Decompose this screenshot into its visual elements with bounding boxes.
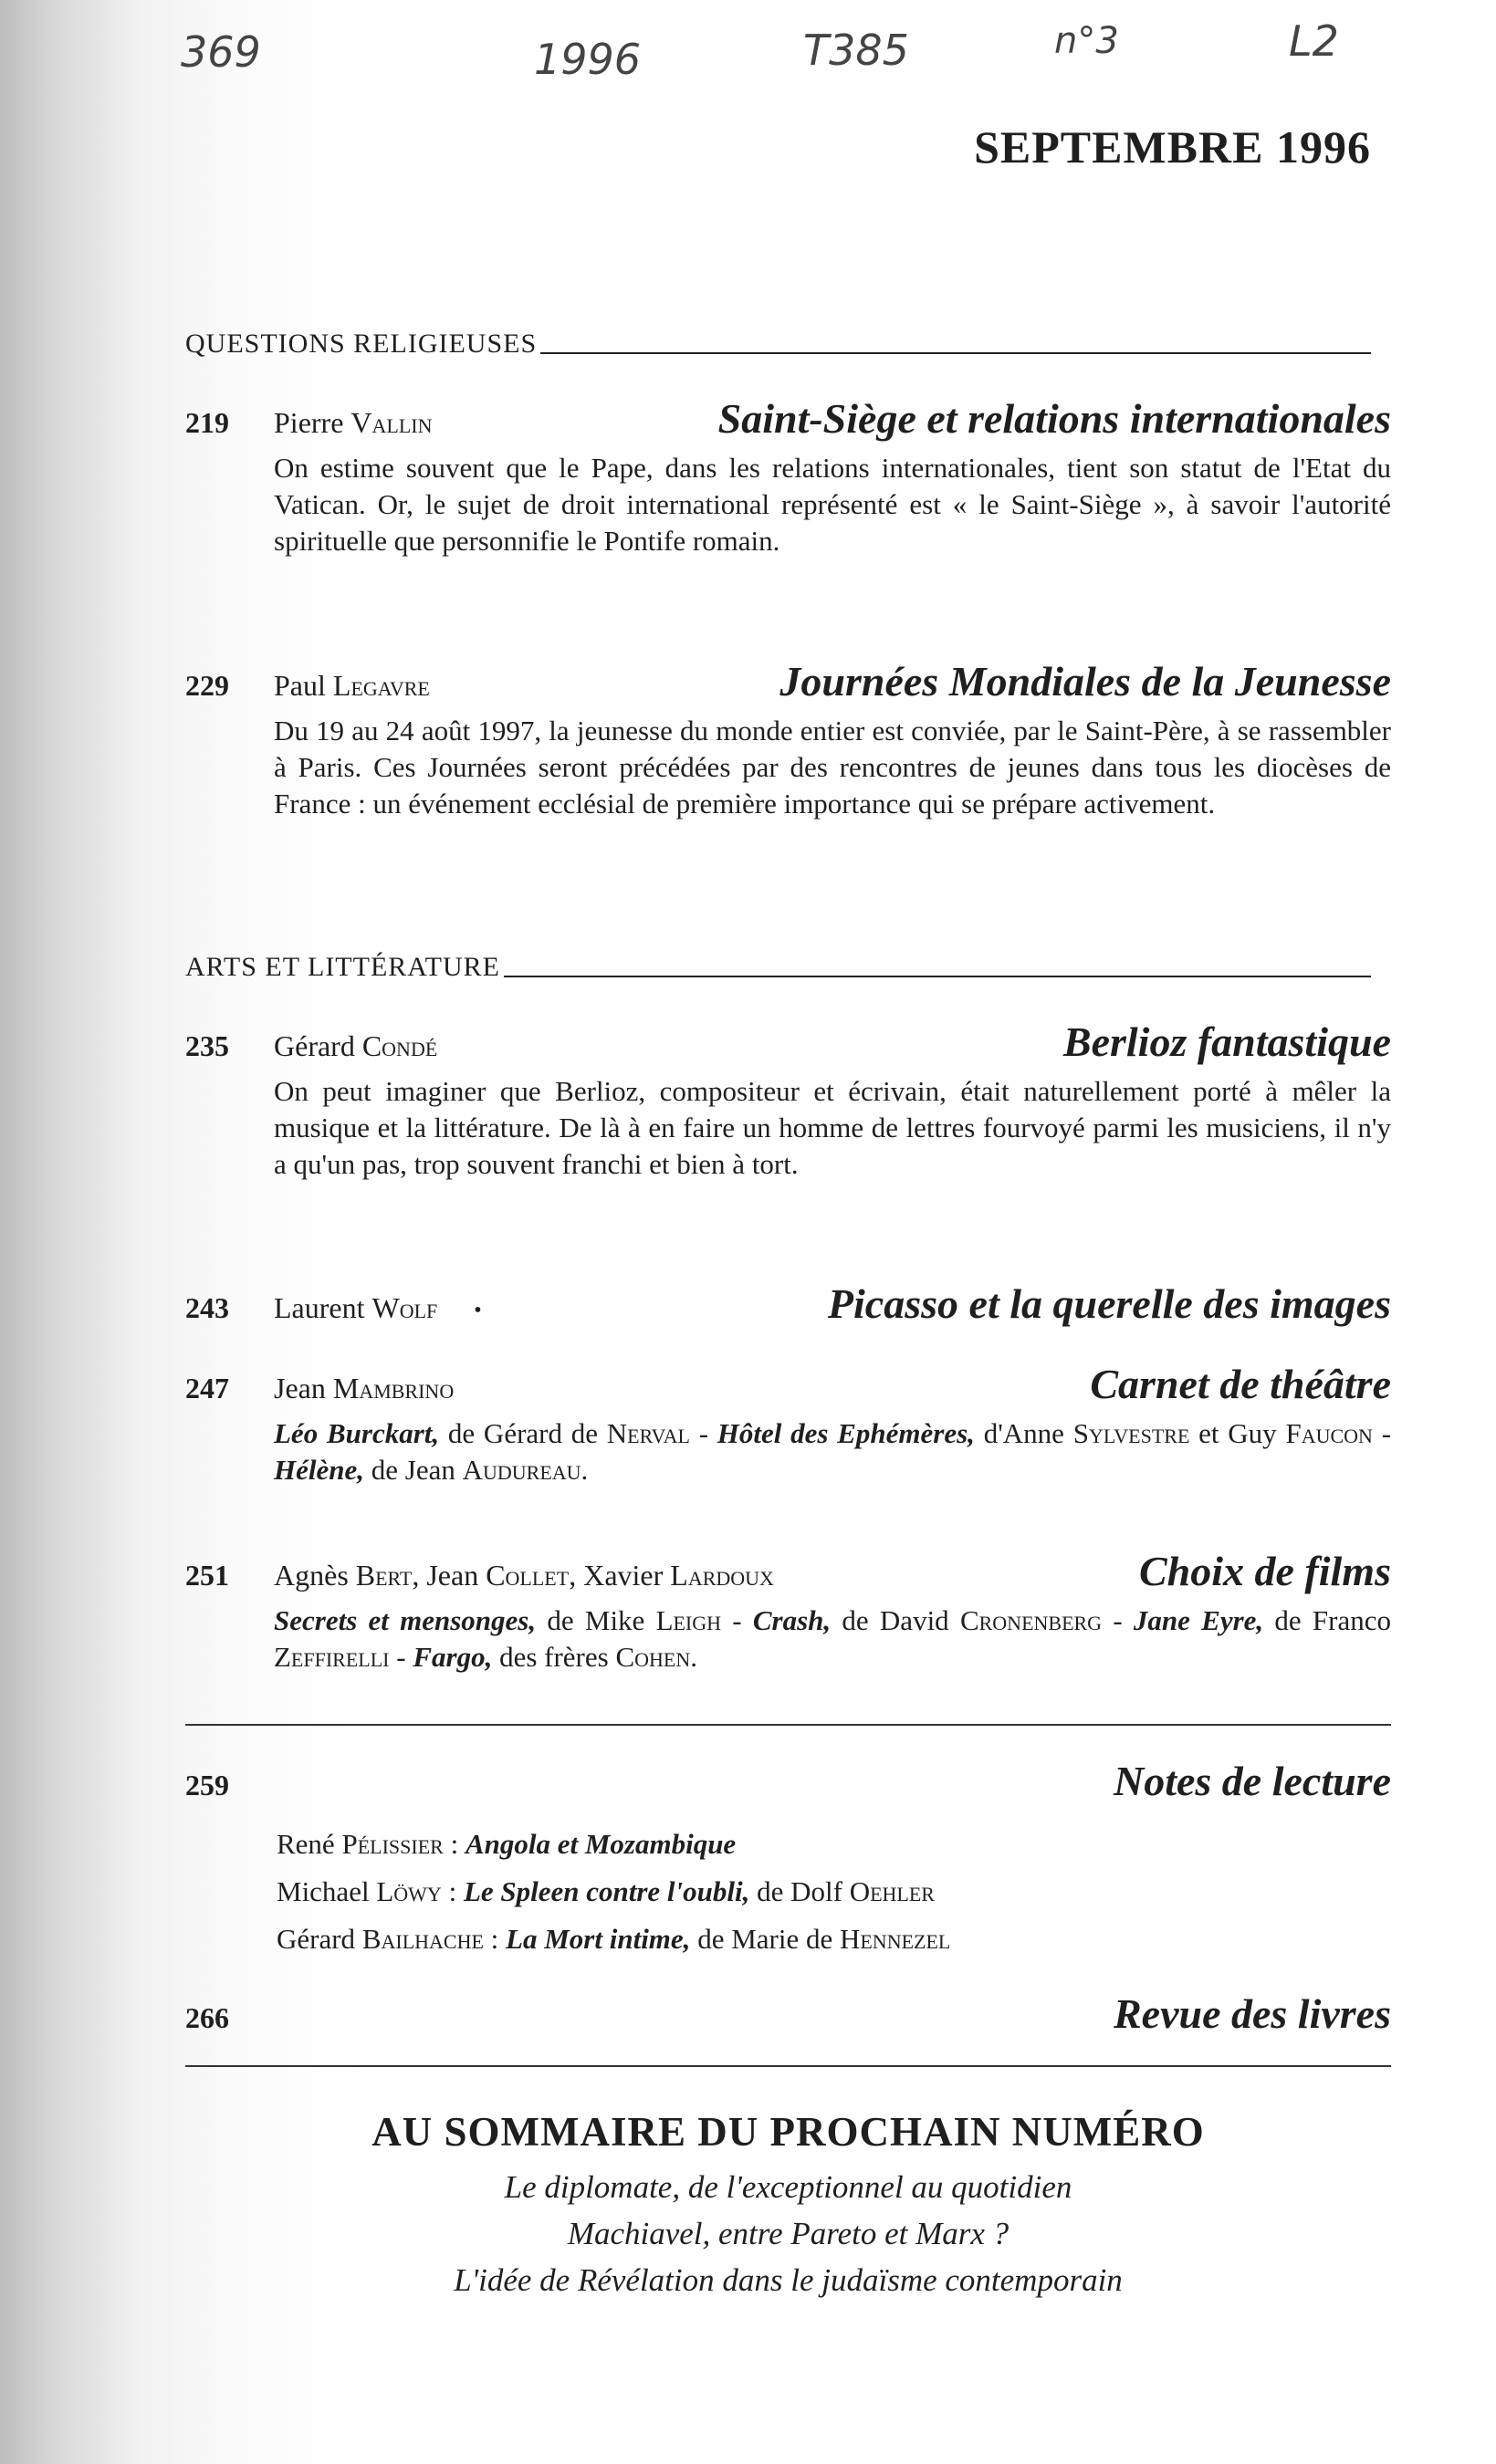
author: Agnès Bert, Jean Collet, Xavier Lardoux [274,1559,774,1592]
article-title[interactable]: Saint-Siège et relations internationales [717,395,1391,442]
issue-month: SEPTEMBRE 1996 [974,121,1371,172]
article-summary: On peut imaginer que Berlioz, compositeur et écrivain, était naturellement porté à mêler la musique et la littérature. De là à en faire un homme de lettres fourvoyé parmi les musiciens, il n'y a qu'un pas, trop souvent franchi et bien à tort. [274,1075,1391,1180]
article-title[interactable]: Picasso et la querelle des images [827,1280,1391,1327]
article-title[interactable]: Revue des livres [1113,1990,1391,2037]
handwritten-note-5: L2 [1289,16,1339,66]
toc-entry [185,1018,1391,1183]
article-title[interactable]: Carnet de théâtre [1090,1361,1391,1407]
article-title[interactable]: Journées Mondiales de la Jeunesse [779,658,1391,705]
divider [185,2065,1391,2067]
page-number: 243 [185,1291,229,1324]
article-summary: Du 19 au 24 août 1997, la jeunesse du monde entier est conviée, par le Saint-Père, à se rassembler à Paris. Ces Journées seront précédées par des rencontres de jeunes dans tous les diocèses de France : un événement ecclésial de première importance qui se prépare activement. [274,715,1391,820]
article-title[interactable]: Berlioz fantastique [1062,1018,1391,1065]
heading-rule [540,352,1371,354]
toc-entry [185,1279,1391,1328]
next-issue-item: Le diplomate, de l'exceptionnel au quotidien [504,2169,1072,2205]
toc-entry [185,1360,1391,1488]
page-number: 266 [185,2001,229,2034]
author: Pierre Vallin [274,406,433,439]
page-number: 259 [185,1769,229,1801]
toc-entry [185,1989,1391,2038]
article-title[interactable]: Notes de lecture [1113,1758,1391,1804]
toc-entry [185,1547,1391,1676]
page-number: 235 [185,1029,229,1062]
section-heading-label: ARTS ET LITTÉRATURE [185,952,500,982]
page-number: 251 [185,1559,229,1592]
page-number: 219 [185,406,229,439]
handwritten-note-1: 369 [181,27,261,77]
list-item: Gérard Bailhache : La Mort intime, de Marie de Hennezel [277,1923,951,1955]
list-item: René Pélissier : Angola et Mozambique [277,1828,737,1860]
next-issue-item: L'idée de Révélation dans le judaïsme contemporain [454,2262,1123,2298]
handwritten-note-2: 1996 [534,35,642,84]
handwritten-note-3: T385 [803,26,909,75]
author: Laurent Wolf • [274,1291,482,1324]
notes-list [277,1821,950,1963]
works-list: Secrets et mensonges, de Mike Leigh - Crash, de David Cronenberg - Jane Eyre, de Franco Zeffirelli - Fargo, des frères Cohen. [274,1604,1392,1673]
page-number: 229 [185,669,229,702]
section-heading-label: QUESTIONS RELIGIEUSES [185,329,538,359]
bullet-dot: • [474,1299,482,1323]
list-item: Michael Löwy : Le Spleen contre l'oubli, de Dolf Oehler [277,1875,935,1907]
section-heading [185,329,1371,360]
article-title[interactable]: Choix de films [1138,1548,1391,1594]
article-summary: On estime souvent que le Pape, dans les relations internationales, tient son statut de l'Etat du Vatican. Or, le sujet de droit international représenté est « le Saint-Siège », à savoir l'autorité spirituelle que personnifie le Pontife romain. [274,452,1391,557]
toc-entry [185,1757,1391,1805]
toc-entry [185,394,1391,559]
page-number: 247 [185,1372,229,1404]
toc-entry [185,657,1391,822]
next-issue-heading: AU SOMMAIRE DU PROCHAIN NUMÉRO [371,2109,1205,2155]
divider [185,1724,1391,1726]
works-list: Léo Burckart, de Gérard de Nerval - Hôtel des Ephémères, d'Anne Sylvestre et Guy Faucon - Hélène, de Jean Audureau. [274,1417,1392,1486]
next-issue-item: Machiavel, entre Pareto et Marx ? [567,2216,1010,2251]
author: Gérard Condé [274,1029,438,1062]
author: Paul Legavre [274,669,430,702]
handwritten-note-4: n°3 [1054,20,1119,62]
section-heading [185,952,1371,983]
author: Jean Mambrino [274,1372,455,1404]
heading-rule [504,976,1371,977]
